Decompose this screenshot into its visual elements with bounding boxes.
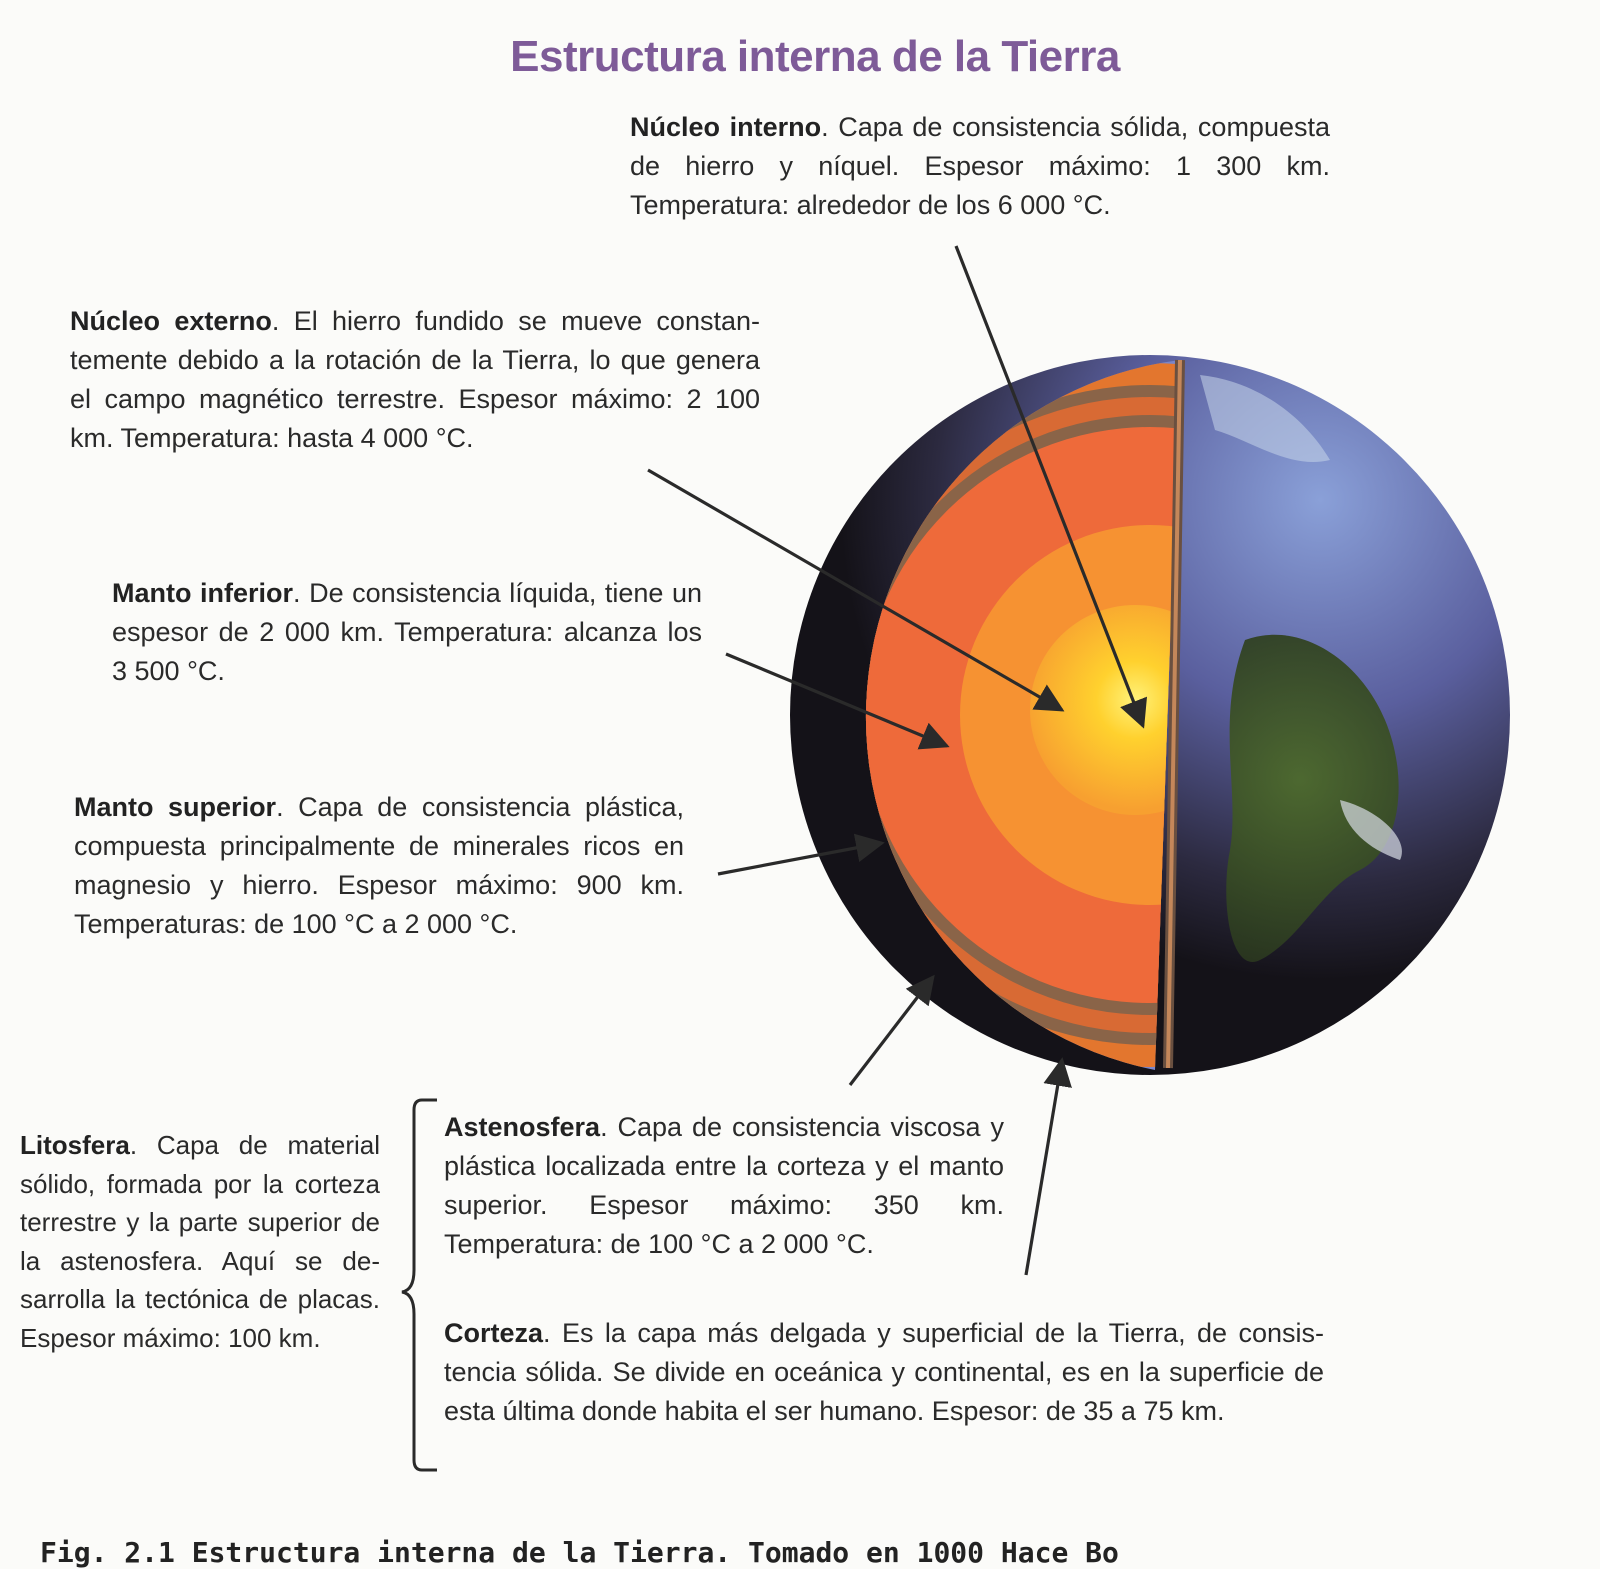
outer-core-text: . El hierro fundido se mueve constantemente debido a la rotación de la Tierra, lo que genera el campo magnético terrestre. Espesor máximo: 2 100 km. Temperatura: hasta 4 000 °C.: [70, 306, 760, 453]
crust-text: . Es la capa más delgada y superficial de la Tierra, de consistencia sólida. Se divide en oceánica y continental, es en la superficie de esta última donde habita el ser humano. Espesor: de 35 a 75 km.: [444, 1318, 1324, 1426]
crust-label: Corteza: [444, 1318, 544, 1348]
lithosphere-label: Litosfera: [20, 1130, 130, 1160]
asthenosphere-text: . Capa de consistencia viscosa y plástica localizada entre la corteza y el manto superior. Espesor máximo: 350 km. Temperatura: de 100 °C a 2 000 °C.: [444, 1112, 1004, 1259]
arrow-asthenosphere: [850, 977, 933, 1085]
upper-mantle-label: Manto superior: [74, 792, 277, 822]
page-title: Estructura interna de la Tierra: [510, 32, 1120, 81]
inner-core-label: Núcleo interno: [630, 112, 822, 142]
asthenosphere-label: Astenosfera: [444, 1112, 601, 1142]
inner-core-text: . Capa de consistencia sólida, compuesta de hierro y níquel. Espesor máximo: 1 300 km. Temperatura: alrededor de los 6 000 °C.: [630, 112, 1331, 220]
lithosphere-brace: [402, 1100, 437, 1470]
upper-mantle-text: . Capa de consistencia plástica, compuesta principalmente de minerales ricos en magnesio y hierro. Espesor máximo: 900 km. Temperaturas: de 100 °C a 2 000 °C.: [74, 792, 685, 939]
lower-mantle-text: . De consistencia líquida, tiene un espesor de 2 000 km. Temperatura: alcanza los 3 500 °C.: [112, 578, 703, 686]
figure-caption: Fig. 2.1 Estructura interna de la Tierra. Tomado en 1000 Hace Bo: [40, 1536, 1119, 1569]
lower-mantle-label: Manto inferior: [112, 578, 294, 608]
arrow-crust: [1026, 1060, 1062, 1275]
lithosphere-text: . Capa de material sólido, formada por la corteza terrestre y la parte superior de la astenosfera. Aquí se desarrolla la tectónica de placas. Espesor máximo: 100 km.: [20, 1130, 380, 1353]
outer-core-label: Núcleo externo: [70, 306, 272, 336]
